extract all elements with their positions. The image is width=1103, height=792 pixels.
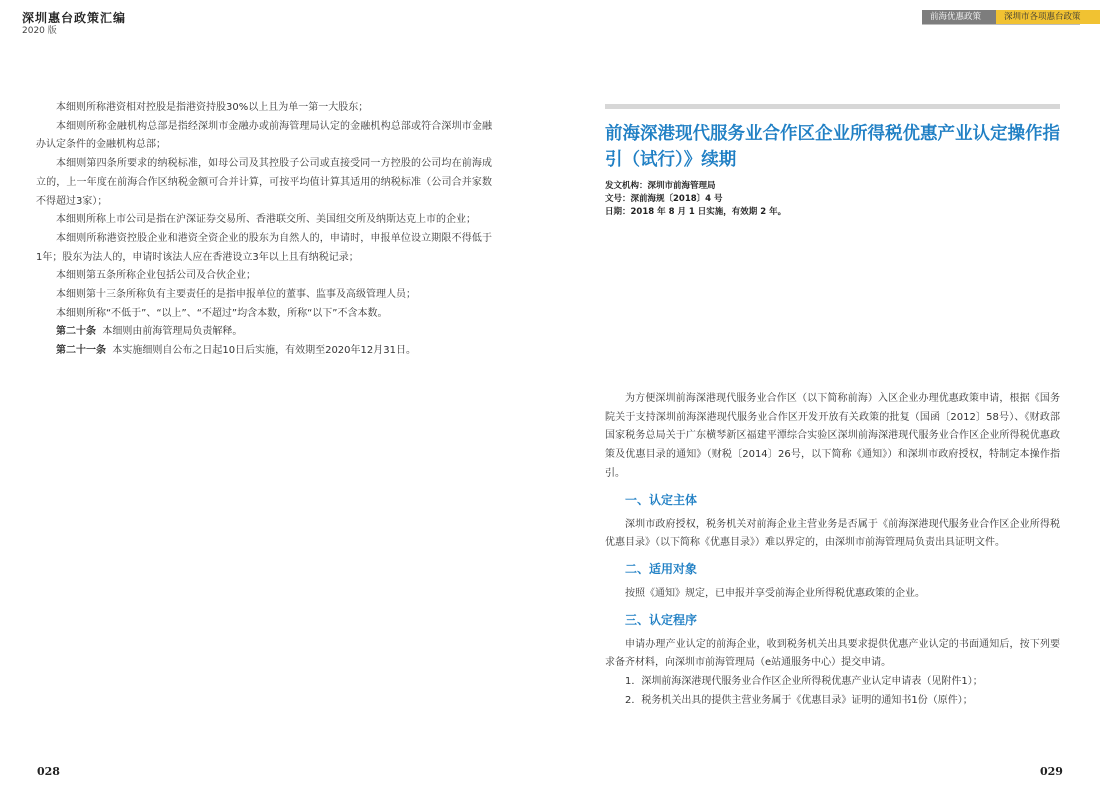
tab-shenzhen-taiwan-policies[interactable]: 深圳市各项惠台政策: [996, 10, 1100, 24]
left-paragraph: 本细则所称金融机构总部是指经深圳市金融办或前海管理局认定的金融机构总部或符合深圳市金融办认定条件的金融机构总部；: [36, 120, 492, 151]
article-21-text: 本实施细则自公布之日起10日后实施，有效期至2020年12月31日。: [112, 345, 416, 357]
intro-paragraph: 为方便深圳前海深港现代服务业合作区（以下简称前海）入区企业办理优惠政策申请，根据《国务院关于支持深圳前海深港现代服务业合作区开发开放有关政策的批复（国函〔2012〕58号）、《财政部国家税务总局关于广东横琴新区福建平潭综合实验区深圳前海深港现代服务业合作区企业所得税优惠政策及优惠目录的通知》（财税〔2014〕26号，以下简称《通知》）和深圳市政府授权，特制定本操作指引。: [605, 393, 1060, 479]
article-21: [36, 342, 492, 361]
book-title: 深圳惠台政策汇编: [22, 11, 127, 25]
page-number-right: 029: [1040, 765, 1063, 778]
section-1-heading: 一、认定主体: [625, 492, 698, 507]
left-paragraph: 本细则第十三条所称负有主要责任的是指申报单位的董事、监事及高级管理人员；: [56, 289, 416, 301]
document-title: 前海深港现代服务业合作区企业所得税优惠产业认定操作指引（试行）》续期: [605, 124, 1060, 170]
issuer: 发文机构：深圳市前海管理局: [605, 181, 716, 191]
left-paragraph: 本细则第五条所称企业包括公司及合伙企业；: [56, 270, 256, 282]
section-2-heading: 二、适用对象: [625, 561, 698, 576]
effective-date: 日期：2018 年 8 月 1 日实施，有效期 2 年。: [605, 207, 787, 217]
document-meta: [605, 180, 786, 219]
doc-number: 文号：深前海规〔2018〕4 号: [605, 194, 723, 204]
tab-qianhai-policies[interactable]: 前海优惠政策: [922, 10, 996, 24]
left-paragraph: 本细则所称港资相对控股是指港资持股30%以上且为单一第一大股东；: [56, 102, 369, 113]
title-bar: [605, 104, 1060, 109]
article-20-text: 本细则由前海管理局负责解释。: [102, 326, 243, 338]
right-page-body: [605, 390, 1060, 710]
left-page-body: [36, 99, 492, 361]
page-number-left: 028: [37, 765, 60, 778]
section-1-text: 深圳市政府授权，税务机关对前海企业主营业务是否属于《前海深港现代服务业合作区企业所得税优惠目录》（以下简称《优惠目录》）难以界定的，由深圳市前海管理局负责出具证明文件。: [605, 518, 1060, 549]
article-21-label: 第二十一条: [56, 345, 106, 357]
section-3-text: 申请办理产业认定的前海企业，收到税务机关出具要求提供优惠产业认定的书面通知后，按下列要求备齐材料，向深圳市前海管理局（e站通服务中心）提交申请。: [605, 638, 1060, 669]
left-paragraph: 本细则所称上市公司是指在沪深证券交易所、香港联交所、美国纽交所及纳斯达克上市的企业；: [56, 214, 476, 226]
section-tabs: [922, 10, 1100, 24]
left-paragraph: 本细则第四条所要求的纳税标准，如母公司及其控股子公司或直接受同一方控股的公司均在前海成立的，上一年度在前海合作区纳税金额可合并计算，可按平均值计算其适用的纳税标准（公司合并家数不得超过3家）；: [36, 158, 492, 207]
section-3-heading: 三、认定程序: [625, 612, 698, 627]
left-paragraph: 本细则所称港资控股企业和港资全资企业的股东为自然人的，申请时，申报单位设立期限不得低于1年；股东为法人的，申请时该法人应在香港设立3年以上且有纳税记录；: [36, 232, 492, 263]
article-20-label: 第二十条: [56, 326, 96, 338]
edition-label: 2020 版: [22, 26, 57, 36]
left-paragraph: 本细则所称“不低于”、“以上”、“不超过”均含本数，所称“以下”不含本数。: [56, 307, 388, 319]
list-item: 2．税务机关出具的提供主营业务属于《优惠目录》证明的通知书1份（原件）；: [625, 694, 973, 706]
section-2-text: 按照《通知》规定，已申报并享受前海企业所得税优惠政策的企业。: [625, 587, 925, 599]
list-item: 1．深圳前海深港现代服务业合作区企业所得税优惠产业认定申请表（见附件1）；: [625, 676, 983, 688]
header-divider: [922, 24, 1080, 25]
article-20: [36, 323, 492, 342]
